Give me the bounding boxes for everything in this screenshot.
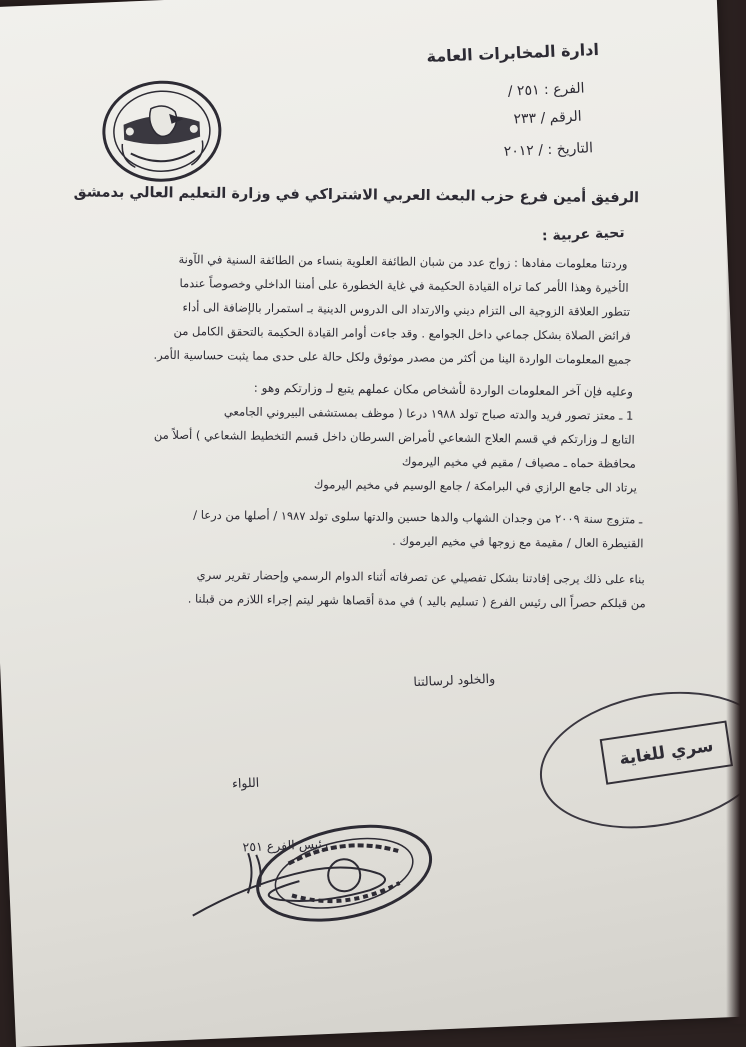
item2-line2: القنيطرة العال / مقيمة مع زوجها في مخيم اليرموك . — [391, 533, 644, 551]
signature-rank: اللواء — [231, 774, 260, 791]
recipient-line: الرفيق أمين فرع حزب البعث العربي الاشتراكي في وزارة التعليم العالي بدمشق — [73, 184, 639, 207]
item1-line4: يرتاد الى جامع الرازي في البرامكة / جامع الوسيم في مخيم اليرموك — [313, 477, 637, 495]
branch-number: الفرع : ٢٥١ / — [507, 80, 585, 100]
paragraph1-line4: فرائض الصلاة بشكل جماعي داخل الجوامع . وقد جاءت أوامر القيادة الحكيمة بالتحقق الكامل من — [173, 323, 631, 343]
paragraph1-line3: تتطور العلاقة الزوجية الى التزام ديني والارتداد الى الدروس الدينية بـ استمرار بالإضافة الى أداء — [181, 300, 630, 319]
org-name: ادارة المخابرات العامة — [426, 39, 600, 67]
paragraph1-line1: وردتنا معلومات مفادها : زواج عدد من شبان الطائفة العلوية بنساء من الطائفة السنية في الآونة — [178, 252, 628, 271]
greeting: تحية عربية : — [541, 224, 625, 245]
document-date: التاريخ : / ٢٠١٢ — [503, 140, 594, 160]
signature-title: رئيس الفرع ٢٥١ — [242, 835, 329, 855]
paragraph1-line2: الأخيرة وهذا الأمر كما تراه القيادة الحكيمة في غاية الخطورة على أمننا الداخلي وخصوصاً عندما — [179, 276, 629, 295]
reference-number: الرقم / ٢٣٣ — [513, 108, 582, 128]
eagle-emblem-icon — [98, 76, 226, 187]
official-seal-icon — [247, 819, 441, 927]
item1-line2: التابع لـ وزارتكم في قسم العلاج الشعاعي لأمراض السرطان داخل قسم التخطيط الشعاعي ) أصلاً من — [153, 427, 635, 447]
paragraph2: وعليه فإن آخر المعلومات الواردة لأشخاص مكان عملهم يتبع لـ وزارتكم وهو : — [253, 380, 633, 399]
item1-line1: 1 ـ معتز تصور فريد والدته صباح تولد ١٩٨٨ درعا ( موظف بمستشفى البيروني الجامعي — [224, 404, 634, 423]
background-edge — [726, 0, 746, 1024]
paragraph1-line5: جميع المعلومات الواردة الينا من أكثر من مصدر موثوق ولكل حالة على حدى مما يثبت حساسية الأمر. — [153, 347, 632, 367]
paragraph3-line2: من قبلكم حصراً الى رئيس الفرع ( تسليم باليد ) في مدة أقصاها شهر ليتم إجراء اللازم من قبلنا . — [187, 591, 646, 611]
item1-line3: محافظة حماه ـ مصياف / مقيم في مخيم اليرموك — [401, 454, 636, 471]
secret-stamp: سري للغاية — [600, 721, 733, 785]
item2-line1: ـ متزوج سنة ٢٠٠٩ من وجدان الشهاب والدها حسين والدتها سلوى تولد ١٩٨٧ / أصلها من درعا / — [193, 507, 643, 527]
paragraph3-line1: بناء على ذلك يرجى إفادتنا بشكل تفصيلي عن تصرفاته أثناء الدوام الرسمي وإحضار تقرير سري — [196, 567, 645, 587]
closing-line: والخلود لرسالتنا — [413, 670, 496, 690]
